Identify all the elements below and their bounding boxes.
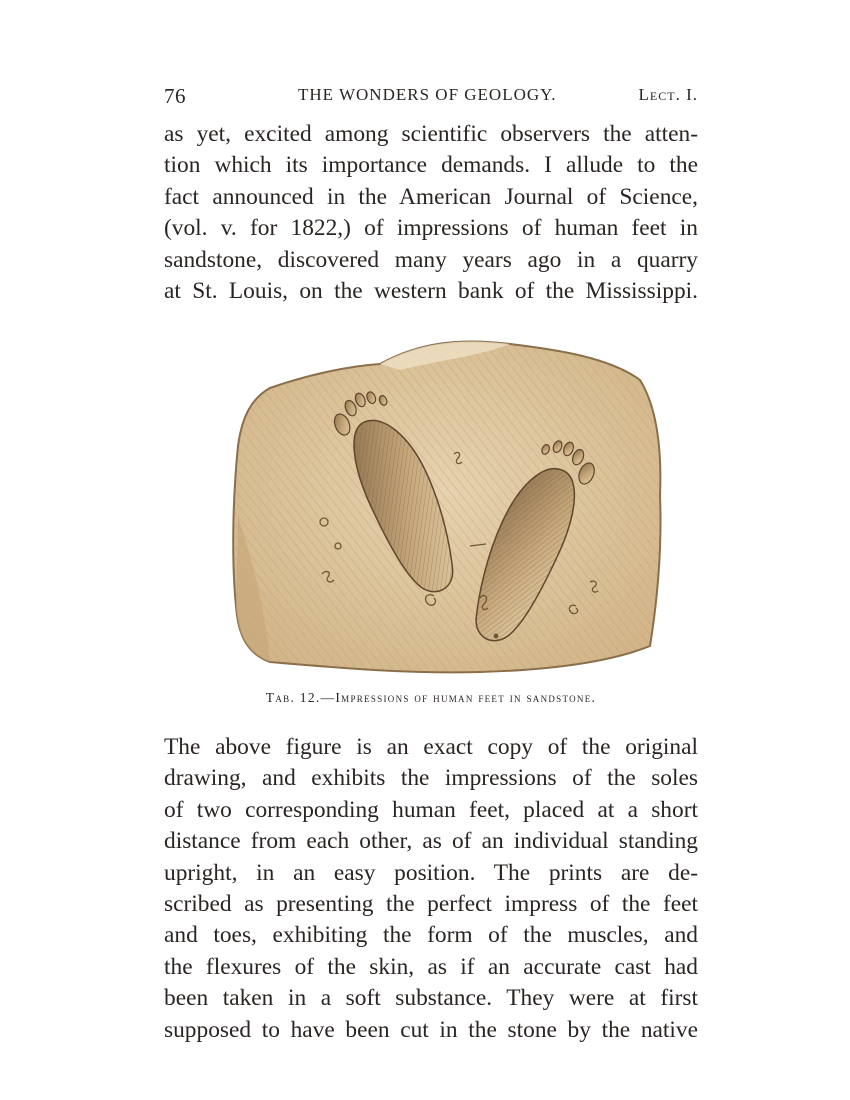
text-line: of two corresponding human feet, placed at a short: [164, 796, 698, 823]
text-line: as yet, excited among scientific observers the atten-: [164, 121, 698, 147]
text-line: distance from each other, as of an individual standing: [164, 828, 698, 855]
sandstone-footprints-icon: [230, 336, 670, 676]
paragraph-upper: [164, 119, 698, 307]
text-line: drawing, and exhibits the impressions of the soles: [164, 765, 698, 792]
text-line: tion which its importance demands. I allude to the: [164, 152, 698, 179]
running-head: [164, 84, 698, 110]
figure-caption: Tab. 12.—Impressions of human feet in sandstone.: [265, 690, 597, 705]
paragraph-lower: [164, 732, 698, 1046]
text-line: (vol. v. for 1822,) of impressions of human feet in: [164, 215, 698, 242]
footprints-figure: [230, 336, 670, 676]
text-line: supposed to have been cut in the stone by the native: [164, 1016, 698, 1043]
running-title: THE WONDERS OF GEOLOGY.: [298, 85, 557, 104]
text-line: and toes, exhibiting the form of the muscles, and: [164, 922, 698, 949]
text-line: The above figure is an exact copy of the original: [164, 734, 698, 760]
text-line: scribed as presenting the perfect impress of the feet: [164, 890, 698, 917]
lecture-label: Lect. I.: [638, 85, 698, 104]
text-line: sandstone, discovered many years ago in a quarry: [164, 246, 698, 273]
text-line: upright, in an easy position. The prints are de-: [164, 859, 698, 886]
page-number: 76: [164, 84, 186, 108]
text-line: at St. Louis, on the western bank of the Mississippi.: [164, 277, 698, 304]
text-line: fact announced in the American Journal of Science,: [164, 183, 698, 210]
text-line: the flexures of the skin, as if an accurate cast had: [164, 953, 698, 980]
text-line: been taken in a soft substance. They were at first: [164, 985, 698, 1012]
